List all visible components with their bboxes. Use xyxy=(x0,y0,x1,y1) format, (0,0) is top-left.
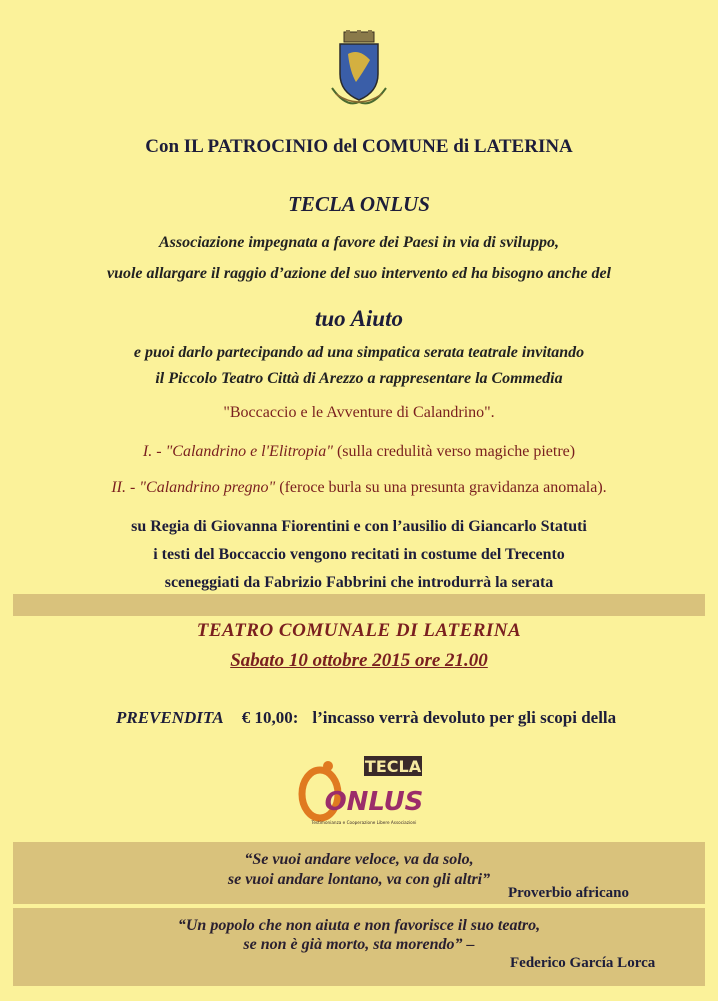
presale-line xyxy=(116,708,616,728)
comune-laterina-crest-icon xyxy=(326,30,392,110)
logo-tagline: Testimonianza e Cooperazione Libere Associazioni xyxy=(311,820,417,825)
presale-price: € 10,00: xyxy=(241,708,299,727)
presale-label: PREVENDITA xyxy=(116,708,224,727)
credits-line-2: i testi del Boccaccio vengono recitati in costume del Trecento xyxy=(153,546,565,563)
quote-2-line-2: se non è già morto, sta morendo” – xyxy=(243,936,475,953)
episode-1-description: (sulla credulità verso magiche pietre) xyxy=(332,443,576,460)
quote-2-author: Federico García Lorca xyxy=(510,955,656,971)
episode-2-description: (feroce burla su una presunta gravidanza anomala). xyxy=(275,479,607,496)
event-date: Sabato 10 ottobre 2015 ore 21.00 xyxy=(230,650,488,671)
logo-word-tecla: TECLA xyxy=(364,757,422,776)
org-description-line-2: vuole allargare il raggio d’azione del suo intervento ed ha bisogno anche del xyxy=(106,265,611,282)
patronage-line: Con IL PATROCINIO del COMUNE di LATERINA xyxy=(145,136,573,157)
episode-1-title: "Calandrino e l'Elitropia" xyxy=(165,443,333,460)
org-description-line-1: Associazione impegnata a favore dei Paesi in via di sviluppo, xyxy=(159,234,559,251)
quote-1-line-1: “Se vuoi andare veloce, va da solo, xyxy=(244,851,474,868)
invitation-line-1: e puoi darlo partecipando ad una simpatica serata teatrale invitando xyxy=(133,344,585,361)
organization-name: TECLA ONLUS xyxy=(288,192,430,216)
credits-line-3: sceneggiati da Fabrizio Fabbrini che introdurrà la serata xyxy=(164,574,554,591)
play-title: "Boccaccio e le Avventure di Calandrino". xyxy=(223,404,495,421)
divider-band xyxy=(13,594,705,616)
venue: TEATRO COMUNALE DI LATERINA xyxy=(196,620,522,641)
presale-note: l’incasso verrà devoluto per gli scopi della xyxy=(312,708,617,727)
episode-1 xyxy=(0,443,718,461)
quote-1-author: Proverbio africano xyxy=(508,885,629,901)
episode-2-number: II. - xyxy=(111,479,140,496)
episode-2 xyxy=(0,479,718,497)
episode-2-title: "Calandrino pregno" xyxy=(139,479,276,496)
tecla-onlus-logo-icon xyxy=(298,752,428,828)
help-heading: tuo Aiuto xyxy=(315,306,403,331)
quote-2-line-1: “Un popolo che non aiuta e non favorisce il suo teatro, xyxy=(177,917,541,934)
invitation-line-2: il Piccolo Teatro Città di Arezzo a rappresentare la Commedia xyxy=(155,370,563,387)
logo-word-onlus: ONLUS xyxy=(324,787,424,817)
credits-line-1: su Regia di Giovanna Fiorentini e con l’ausilio di Giancarlo Statuti xyxy=(131,518,587,535)
episode-1-number: I. - xyxy=(142,443,166,460)
quote-1-line-2: se vuoi andare lontano, va con gli altri” xyxy=(227,871,491,888)
